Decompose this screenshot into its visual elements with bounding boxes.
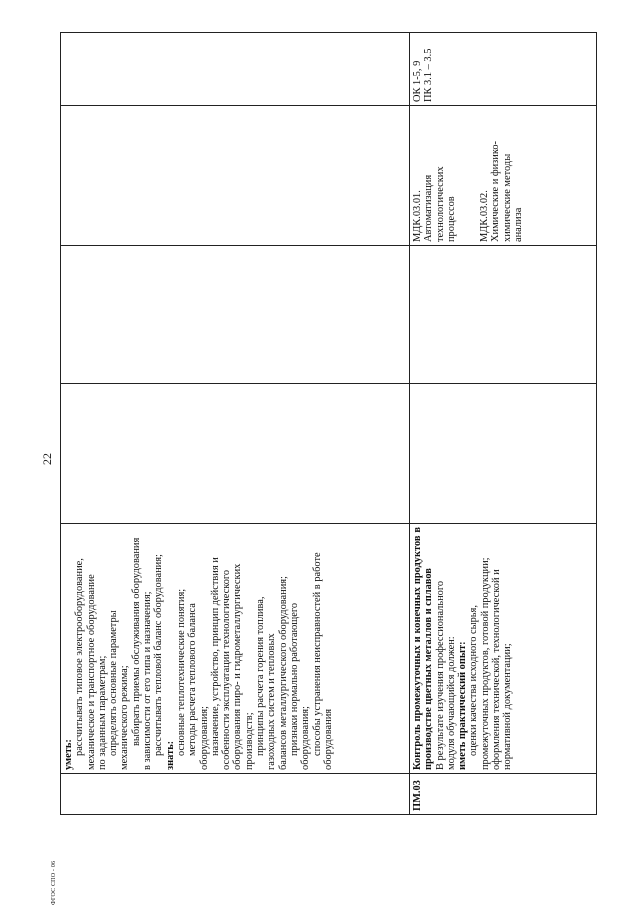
competencies-cell — [410, 33, 597, 106]
text-line: оборудования пиро- и гидрометаллургических — [232, 563, 244, 770]
text-line: методы расчета теплового баланса — [187, 603, 199, 756]
footer-label: ФГОС СПО - 06 — [51, 860, 57, 905]
text-line: выбирать приемы обслуживания оборудования — [130, 537, 142, 746]
text-line: признаки нормально работающего — [288, 602, 300, 756]
hours-cell — [410, 246, 597, 384]
mdk2-line: химические методы — [501, 153, 513, 242]
competency-content-cell — [61, 524, 410, 774]
text-line: способы устранения неисправностей в работе — [311, 552, 323, 756]
text-line: модуля обучающийся должен: — [445, 636, 457, 770]
module-title: Контроль промежуточных и конечных продуктов в производстве цветных металлов и сплавов — [412, 527, 435, 770]
text-line: нормативной документации; — [502, 643, 514, 770]
text-line: принципы расчета горения топлива, — [255, 596, 267, 756]
text-line: промежуточных продуктов, готовой продукции; — [479, 557, 491, 770]
text-line: в зависимости от его типа и назначения; — [142, 591, 154, 770]
mdk2-line: анализа — [513, 207, 525, 242]
text-line: особенности эксплуатации технологического — [221, 569, 233, 770]
professional-competencies: ПК 3.1 – 3.5 — [423, 48, 435, 102]
discipline-cell — [61, 106, 410, 246]
text-line: основные теплотехнические понятия; — [175, 588, 187, 756]
module-code-cell: ПМ.03 — [410, 774, 597, 815]
text-line: производств; — [243, 712, 255, 770]
text-line: оборудования; — [300, 706, 312, 770]
competencies-cell — [61, 33, 410, 106]
curriculum-table — [60, 32, 597, 815]
text-line: определять основные параметры — [108, 610, 120, 756]
section-heading: уметь: — [63, 739, 74, 770]
text-line: оформления технической, технологической и — [491, 569, 503, 770]
mdk1-line: технологических — [434, 166, 446, 242]
mdk2-code: МДК.03.02. — [479, 190, 491, 242]
mdk-cell — [410, 106, 597, 246]
section-heading: знать: — [164, 740, 176, 770]
table-row — [61, 33, 410, 815]
text-line: оценки качества исходного сырья, — [468, 605, 480, 756]
mdk-spacer — [457, 109, 479, 242]
module-content-cell — [410, 524, 597, 774]
text-line: назначение, устройство, принцип действия и — [209, 557, 221, 756]
hours-cell — [61, 384, 410, 524]
text-line: оборудования — [322, 708, 334, 770]
table-row — [410, 33, 597, 815]
module-code-cell — [61, 774, 410, 815]
general-competencies: ОК 1-5, 9 — [412, 60, 423, 102]
mdk2-line: Химические и физико- — [490, 140, 502, 242]
mdk1-line: процессов — [445, 196, 457, 242]
text-line: балансов металлургического оборудования; — [277, 576, 289, 770]
text-line: рассчитывать тепловой баланс оборудования; — [153, 554, 165, 756]
mdk1-code: МДК.03.01. — [412, 190, 423, 242]
module-outcomes-list — [435, 527, 514, 770]
text-line: В результате изучения профессионального — [434, 580, 446, 770]
page-number: 22 — [40, 453, 54, 465]
text-line: по заданным параметрам; — [96, 655, 108, 770]
hours-cell — [410, 384, 597, 524]
text-line: механическое и транспортное оборудование — [85, 574, 97, 770]
text-line: оборудования; — [198, 706, 210, 770]
hours-cell — [61, 246, 410, 384]
text-line: рассчитывать типовое электрооборудование, — [74, 558, 86, 756]
section-heading: иметь практический опыт: — [457, 641, 469, 770]
skills-knowledge-list — [63, 527, 334, 770]
text-line: газоходных систем и тепловых — [266, 633, 278, 770]
mdk1-line: Автоматизация — [423, 174, 435, 242]
text-line: механического режима; — [119, 665, 131, 770]
